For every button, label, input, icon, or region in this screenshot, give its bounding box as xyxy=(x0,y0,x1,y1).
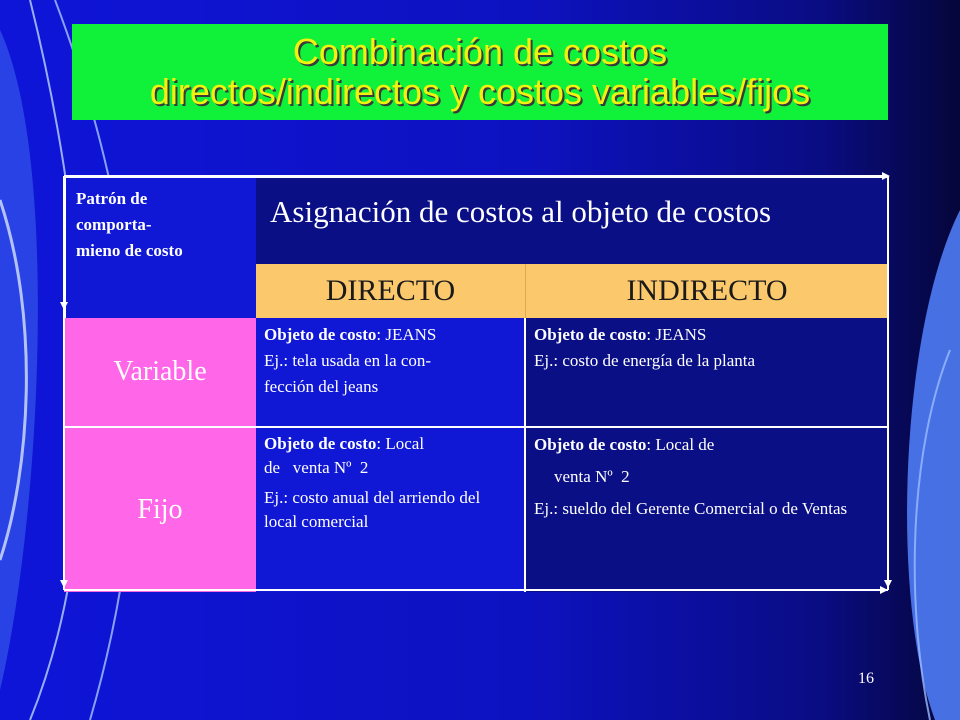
cost-object-label: Objeto de costo xyxy=(264,434,377,453)
cost-object-label: Objeto de costo xyxy=(534,325,647,344)
row-label-variable xyxy=(64,318,256,426)
variable-direct-example-1: Ej.: tela usada en la con- xyxy=(264,351,432,370)
cell-variable-direct xyxy=(256,318,526,426)
corner-header-cell xyxy=(64,176,256,318)
fixed-indirect-object xyxy=(534,432,880,458)
fixed-direct-object-2: de venta Nº 2 xyxy=(264,458,369,477)
fixed-indirect-example: Ej.: sueldo del Gerente Comercial o de Ventas xyxy=(534,499,848,518)
cell-variable-indirect xyxy=(526,318,888,426)
row-label-fixed xyxy=(64,426,256,592)
row-label-fixed-text: Fijo xyxy=(137,494,183,525)
cost-object-label: Objeto de costo xyxy=(264,325,377,344)
cell-fixed-direct xyxy=(256,426,526,592)
slide-title xyxy=(72,24,888,120)
variable-direct-object xyxy=(264,322,516,348)
assignment-header-cell xyxy=(256,176,888,264)
variable-indirect-object xyxy=(534,322,880,348)
corner-label-line-2: comporta- xyxy=(76,215,152,234)
variable-direct-example-2: fección del jeans xyxy=(264,377,379,396)
variable-indirect-example: Ej.: costo de energía de la planta xyxy=(534,351,756,370)
column-header-direct xyxy=(256,264,526,318)
column-header-direct-text: DIRECTO xyxy=(325,274,456,307)
page-number: 16 xyxy=(858,670,874,687)
cell-fixed-indirect xyxy=(526,426,888,592)
variable-indirect-object-value: : JEANS xyxy=(646,325,707,344)
cost-matrix-table xyxy=(64,176,888,592)
title-line-1: Combinación de costos xyxy=(292,31,668,72)
fixed-direct-example: Ej.: costo anual del arriendo del local comercial xyxy=(264,488,481,531)
fixed-direct-object-value: : Local xyxy=(376,434,425,453)
column-header-indirect xyxy=(526,264,888,318)
assignment-header-text: Asignación de costos al objeto de costos xyxy=(270,194,772,229)
corner-label-line-1: Patrón de xyxy=(76,189,148,208)
fixed-indirect-object-2: venta Nº 2 xyxy=(554,467,630,486)
fixed-indirect-object-value: : Local de xyxy=(646,435,715,454)
fixed-direct-object xyxy=(264,432,516,456)
cost-object-label: Objeto de costo xyxy=(534,435,647,454)
variable-direct-object-value: : JEANS xyxy=(376,325,437,344)
corner-label-line-3: mieno de costo xyxy=(76,241,183,260)
title-line-2: directos/indirectos y costos variables/fijos xyxy=(149,71,811,112)
row-label-variable-text: Variable xyxy=(113,356,207,387)
column-header-indirect-text: INDIRECTO xyxy=(626,274,788,307)
